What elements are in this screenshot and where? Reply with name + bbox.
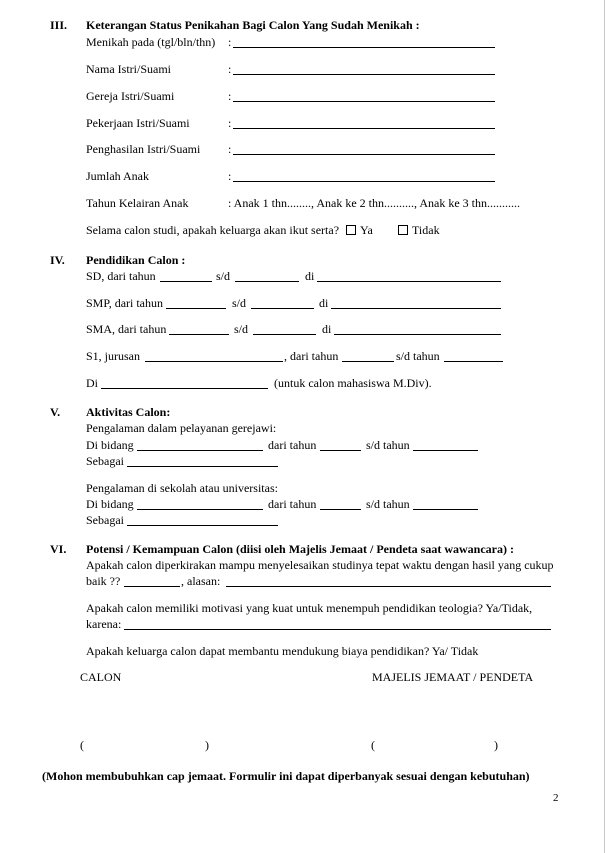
sma-di-label: di	[322, 322, 332, 336]
mdiv-note: (untuk calon mahasiswa M.Div).	[274, 376, 432, 390]
q1-reason-label: , alasan:	[181, 574, 221, 588]
q1-reason-field[interactable]	[226, 586, 551, 587]
spouse-job-label: Pekerjaan Istri/Suami	[86, 116, 190, 130]
sma-place-field[interactable]	[334, 334, 501, 335]
school-field-input[interactable]	[137, 509, 263, 510]
colon: :	[228, 116, 232, 130]
church-role-field[interactable]	[127, 466, 278, 467]
q2-text: Apakah calon memiliki motivasi yang kuat untuk menempuh pendidikan teologia? Ya/Tidak,	[86, 601, 533, 615]
calon-signature-area[interactable]	[86, 732, 204, 750]
spouse-income-field[interactable]	[233, 154, 495, 155]
smp-di-label: di	[319, 296, 329, 310]
q2-reason-field[interactable]	[124, 629, 551, 630]
spouse-income-label: Penghasilan Istri/Suami	[86, 142, 201, 156]
children-count-field[interactable]	[233, 181, 495, 182]
school-from-field[interactable]	[320, 509, 361, 510]
school-field-label: Di bidang	[86, 497, 134, 511]
footer-note: (Mohon membubuhkan cap jemaat. Formulir ini dapat diperbanyak sesuai dengan kebutuhan)	[42, 769, 530, 783]
smp-to-field[interactable]	[251, 308, 314, 309]
school-until-label: s/d tahun	[366, 497, 410, 511]
children-birth-label: Tahun Kelairan Anak	[86, 196, 189, 210]
section-4-number: IV.	[50, 253, 65, 267]
s1-until-label: s/d tahun	[396, 349, 440, 363]
sma-to-field[interactable]	[253, 334, 316, 335]
school-to-field[interactable]	[413, 509, 478, 510]
sd-label: SD, dari tahun	[86, 269, 156, 283]
church-role-label: Sebagai	[86, 454, 124, 468]
section-3-title: Keterangan Status Penikahan Bagi Calon Yang Sudah Menikah :	[86, 18, 420, 32]
ya-checkbox[interactable]	[346, 225, 356, 235]
children-birth-field[interactable]: : Anak 1 thn........, Anak ke 2 thn.........., Anak ke 3 thn...........	[228, 196, 520, 210]
school-experience-label: Pengalaman di sekolah atau universitas:	[86, 481, 278, 495]
section-4-title: Pendidikan Calon :	[86, 253, 186, 267]
page-number: 2	[553, 792, 559, 804]
majelis-signature-area[interactable]	[377, 732, 493, 750]
mdiv-di-label: Di	[86, 376, 98, 390]
school-from-label: dari tahun	[268, 497, 317, 511]
colon: :	[228, 169, 232, 183]
sd-di-label: di	[305, 269, 315, 283]
sma-label: SMA, dari tahun	[86, 322, 167, 336]
mdiv-place-field[interactable]	[101, 388, 268, 389]
sd-from-field[interactable]	[160, 281, 212, 282]
section-6-number: VI.	[50, 542, 67, 556]
colon: :	[228, 62, 232, 76]
spouse-job-field[interactable]	[233, 128, 495, 129]
q1-text: Apakah calon diperkirakan mampu menyelesaikan studinya tepat waktu dengan hasil yang cukup	[86, 558, 554, 572]
sd-until-label: s/d	[216, 269, 231, 283]
smp-label: SMP, dari tahun	[86, 296, 164, 310]
colon: :	[228, 142, 232, 156]
calon-sign-open: (	[80, 738, 84, 752]
sma-until-label: s/d	[234, 322, 249, 336]
majelis-sign-close: )	[494, 738, 498, 752]
sd-place-field[interactable]	[317, 281, 501, 282]
tidak-checkbox[interactable]	[398, 225, 408, 235]
calon-label: CALON	[80, 670, 122, 684]
church-field-input[interactable]	[137, 450, 263, 451]
spouse-name-label: Nama Istri/Suami	[86, 62, 171, 76]
church-until-label: s/d tahun	[366, 438, 410, 452]
majelis-sign-open: (	[371, 738, 375, 752]
q3-text: Apakah keluarga calon dapat membantu mendukung biaya pendidikan? Ya/ Tidak	[86, 644, 479, 658]
colon: :	[228, 35, 232, 49]
q1-answer-field[interactable]	[124, 586, 180, 587]
school-role-label: Sebagai	[86, 513, 124, 527]
section-5-title: Aktivitas Calon:	[86, 405, 171, 419]
section-6-title: Potensi / Kemampuan Calon (diisi oleh Majelis Jemaat / Pendeta saat wawancara) :	[86, 542, 514, 556]
church-field-label: Di bidang	[86, 438, 134, 452]
tidak-label: Tidak	[412, 223, 440, 237]
church-from-field[interactable]	[320, 450, 361, 451]
calon-sign-close: )	[205, 738, 209, 752]
ya-option[interactable]	[346, 223, 373, 237]
family-join-question: Selama calon studi, apakah keluarga akan ikut serta?	[86, 223, 340, 237]
tidak-option[interactable]	[398, 223, 440, 237]
school-role-field[interactable]	[127, 525, 278, 526]
q2-because-label: karena:	[86, 617, 122, 631]
spouse-name-field[interactable]	[233, 74, 495, 75]
spouse-church-field[interactable]	[233, 101, 495, 102]
s1-to-field[interactable]	[444, 361, 503, 362]
church-to-field[interactable]	[413, 450, 478, 451]
sma-from-field[interactable]	[169, 334, 229, 335]
colon: :	[228, 89, 232, 103]
s1-from-label: , dari tahun	[284, 349, 339, 363]
section-5-number: V.	[50, 405, 61, 419]
s1-from-field[interactable]	[342, 361, 394, 362]
spouse-church-label: Gereja Istri/Suami	[86, 89, 175, 103]
married-date-label: Menikah pada (tgl/bln/thn)	[86, 35, 216, 49]
smp-from-field[interactable]	[166, 308, 226, 309]
children-count-label: Jumlah Anak	[86, 169, 149, 183]
church-experience-label: Pengalaman dalam pelayanan gerejawi:	[86, 421, 277, 435]
church-from-label: dari tahun	[268, 438, 317, 452]
section-3-number: III.	[50, 18, 68, 32]
smp-until-label: s/d	[232, 296, 247, 310]
majelis-label: MAJELIS JEMAAT / PENDETA	[372, 670, 534, 684]
married-date-field[interactable]	[233, 47, 495, 48]
s1-major-field[interactable]	[145, 361, 283, 362]
q1-baik-label: baik ??	[86, 574, 121, 588]
smp-place-field[interactable]	[331, 308, 501, 309]
ya-label: Ya	[360, 223, 373, 237]
sd-to-field[interactable]	[235, 281, 299, 282]
s1-label: S1, jurusan	[86, 349, 140, 363]
